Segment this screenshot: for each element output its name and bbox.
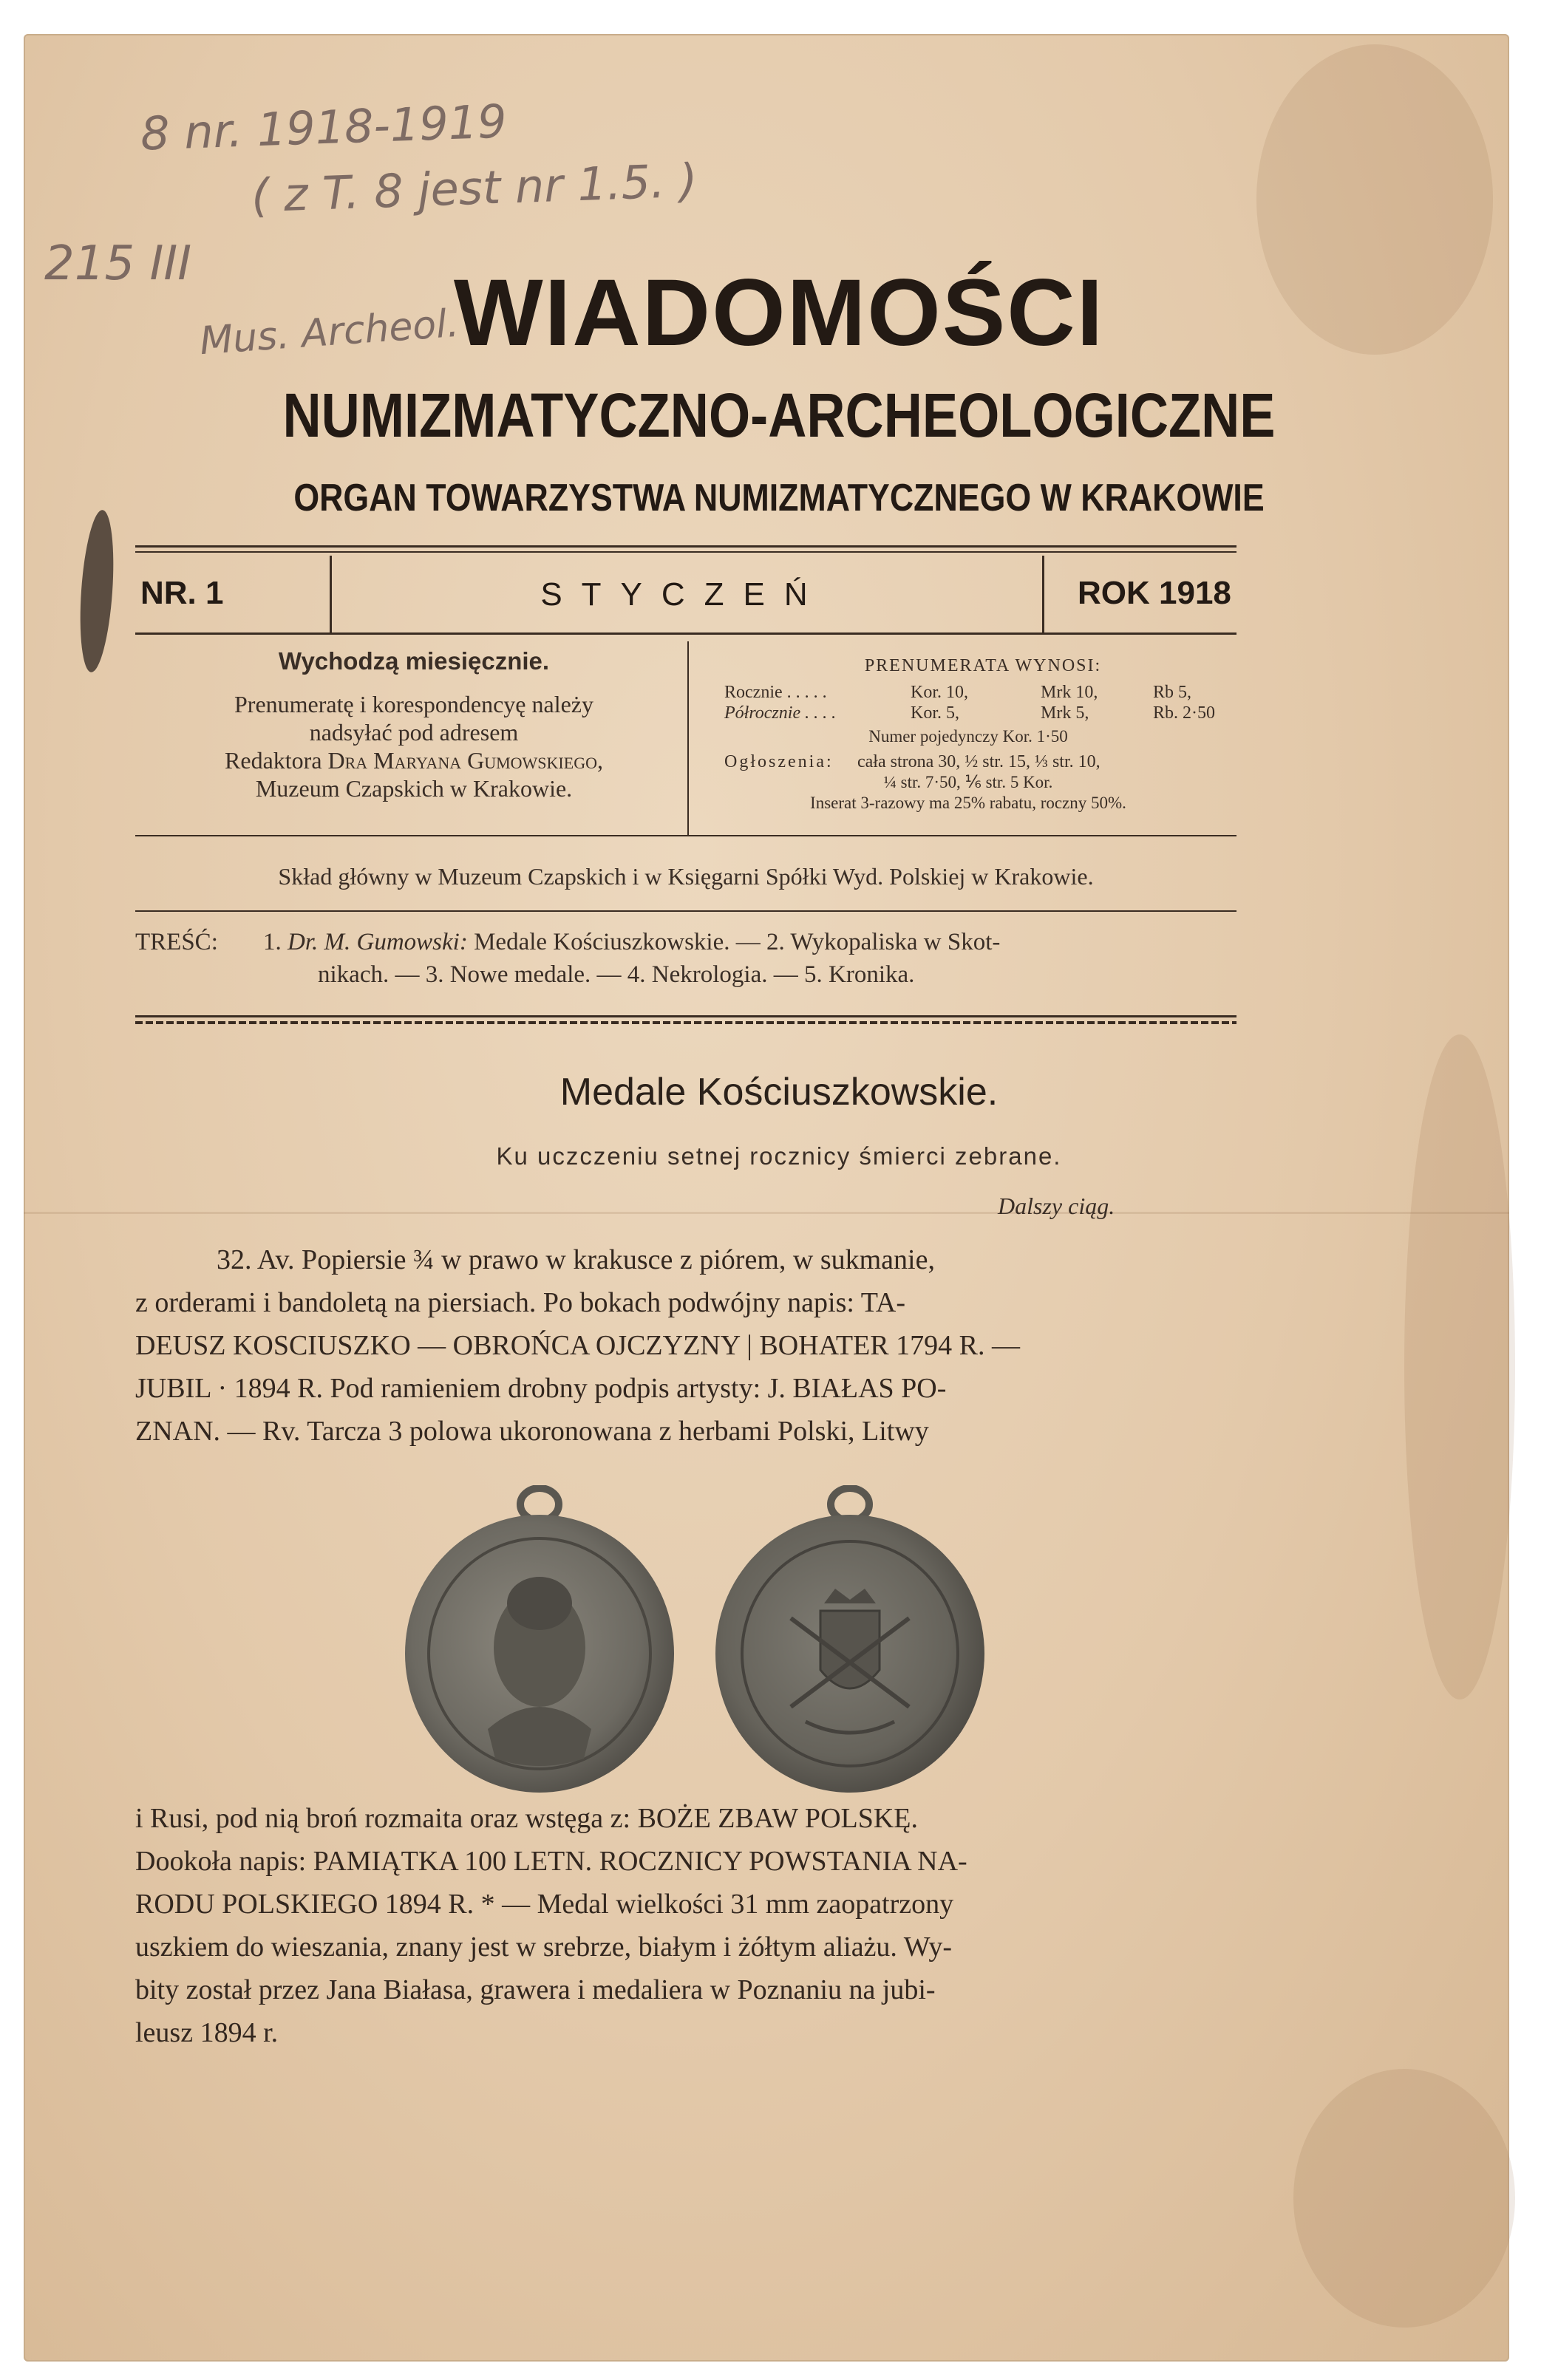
text-line: leusz 1894 r.	[135, 2017, 279, 2048]
continued-note: Dalszy ciąg.	[998, 1193, 1115, 1219]
address-line	[140, 746, 687, 774]
divider	[135, 835, 1236, 836]
paper-stain	[1293, 2069, 1515, 2328]
divider	[135, 910, 1236, 912]
divider	[135, 632, 1236, 635]
distribution-note: Skład główny w Muzeum Czapskich i w Księgarni Spółki Wyd. Polskiej w Krakowie.	[278, 863, 1094, 890]
journal-subtitle: NUMIZMATYCZNO-ARCHEOLOGICZNE	[282, 381, 1276, 450]
subscription-address	[140, 690, 687, 802]
text-line: RODU POLSKIEGO 1894 R. * — Medal wielkości 31 mm zaopatrzony	[135, 1889, 954, 1920]
price-label: Rocznie . . . . .	[724, 683, 827, 702]
divider	[1042, 556, 1044, 632]
contents-author: Dr. M. Gumowski:	[288, 929, 468, 955]
address-line: Prenumeratę i korespondencyę należy	[234, 691, 593, 717]
contents-label: TREŚĆ:	[135, 929, 218, 955]
address-prefix: Redaktora	[225, 747, 328, 774]
text-line: JUBIL · 1894 R. Pod ramieniem drobny podpis artysty: J. BIAŁAS PO-	[135, 1373, 947, 1404]
issue-month: STYCZEŃ	[540, 576, 827, 613]
contents-line: nikach. — 3. Nowe medale. — 4. Nekrologia. — 5. Kronika.	[318, 961, 915, 988]
divider	[687, 641, 689, 835]
article-title: Medale Kościuszkowskie.	[559, 1071, 999, 1114]
medal-reverse-image	[710, 1485, 990, 1796]
ads-rates: cała strona 30, ½ str. 15, ⅓ str. 10,	[857, 752, 1101, 771]
ads-label: Ogłoszenia:	[724, 752, 834, 771]
contents-line	[263, 927, 1000, 958]
price-label: Półrocznie . . . .	[724, 703, 837, 723]
handwritten-shelfmark: 215 III	[44, 236, 192, 291]
paper-fold-line	[24, 1212, 1509, 1214]
text-line: 32. Av. Popiersie ¾ w prawo w krakusce z piórem, w sukmanie,	[217, 1244, 935, 1275]
divider	[330, 556, 332, 632]
address-line: Muzeum Czapskich w Krakowie.	[255, 775, 573, 802]
text-line: z orderami i bandoletą na piersiach. Po bokach podwójny napis: TA-	[135, 1287, 906, 1318]
divider	[135, 545, 1236, 548]
text-line: bity został przez Jana Białasa, grawera i medaliera w Poznaniu na jubi-	[135, 1974, 936, 2005]
text-line: i Rusi, pod nią broń rozmaita oraz wstęga z: BOŻE ZBAW POLSKĘ.	[135, 1803, 919, 1834]
handwritten-owner: Mus. Archeol.	[198, 301, 460, 364]
text-line: DEUSZ KOSCIUSZKO — OBROŃCA OJCZYZNY | BOHATER 1794 R. —	[135, 1330, 1020, 1361]
ads-discount: Inserat 3-razowy ma 25% rabatu, roczny 50%.	[810, 794, 1126, 812]
medal-obverse-image	[399, 1485, 680, 1796]
divider-dashed	[135, 1021, 1236, 1024]
subscription-heading: PRENUMERATA WYNOSI:	[864, 656, 1102, 675]
article-paragraph-2	[135, 1797, 1244, 2054]
subscription-prices	[710, 683, 1256, 831]
issue-year: ROK 1918	[1078, 575, 1231, 611]
publication-frequency: Wychodzą miesięcznie.	[278, 647, 550, 675]
journal-organ: ORGAN TOWARZYSTWA NUMIZMATYCZNEGO W KRAKOWIE	[293, 477, 1265, 519]
divider	[135, 551, 1236, 553]
price-mrk: Mrk 5,	[1041, 703, 1089, 723]
paper-stain	[1404, 1034, 1515, 1699]
contents-items: Medale Kościuszkowskie. — 2. Wykopaliska w Skot-	[474, 929, 1001, 955]
price-rb: Rb 5,	[1153, 683, 1192, 702]
ads-rates: ¼ str. 7·50, ⅙ str. 5 Kor.	[883, 773, 1053, 791]
price-mrk: Mrk 10,	[1041, 683, 1098, 702]
article-subtitle: Ku uczczeniu setnej rocznicy śmierci zebrane.	[496, 1142, 1062, 1170]
issue-number: NR. 1	[140, 575, 224, 611]
journal-title: WIADOMOŚCI	[453, 260, 1105, 366]
price-single-issue: Numer pojedynczy Kor. 1·50	[868, 727, 1068, 746]
price-kor: Kor. 10,	[911, 683, 968, 702]
handwritten-note: 8 nr. 1918-1919	[139, 94, 508, 161]
handwritten-note: ( z T. 8 jest nr 1.5. )	[250, 153, 698, 223]
article-paragraph-1	[135, 1238, 1244, 1453]
price-kor: Kor. 5,	[911, 703, 959, 723]
price-rb: Rb. 2·50	[1153, 703, 1215, 723]
text-line: uszkiem do wieszania, znany jest w srebrze, białym i żółtym aliażu. Wy-	[135, 1931, 952, 1963]
address-line: nadsyłać pod adresem	[309, 719, 519, 746]
text-line: Dookoła napis: PAMIĄTKA 100 LETN. ROCZNICY POWSTANIA NA-	[135, 1846, 967, 1877]
editor-name: Dra Maryana Gumowskiego,	[327, 747, 603, 774]
text-line: ZNAN. — Rv. Tarcza 3 polowa ukoronowana z herbami Polski, Litwy	[135, 1416, 929, 1447]
divider	[135, 1015, 1236, 1017]
contents-item-number: 1.	[263, 929, 282, 955]
